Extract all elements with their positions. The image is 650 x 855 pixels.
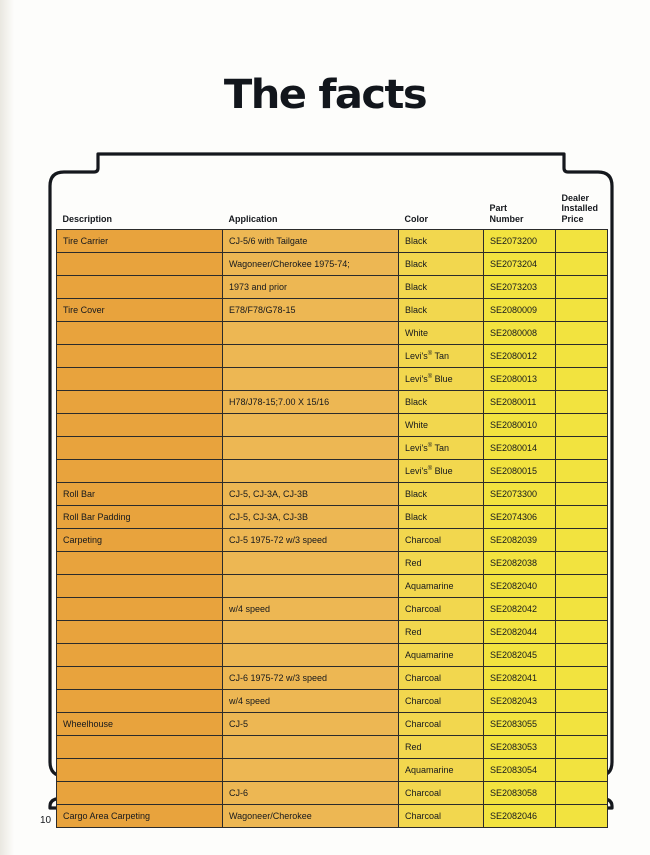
- cell-description: [57, 621, 223, 644]
- cell-description: [57, 690, 223, 713]
- cell-part-number: SE2083058: [484, 782, 556, 805]
- table-row: [57, 368, 608, 391]
- cell-color: Aquamarine: [399, 575, 484, 598]
- cell-application: 1973 and prior: [223, 276, 399, 299]
- cell-dealer-price: [556, 437, 608, 460]
- cell-part-number: SE2083053: [484, 736, 556, 759]
- cell-application: E78/F78/G78-15: [223, 299, 399, 322]
- cell-part-number: SE2073204: [484, 253, 556, 276]
- table-row: [57, 805, 608, 828]
- cell-color: Black: [399, 506, 484, 529]
- cell-application: CJ-5/6 with Tailgate: [223, 230, 399, 253]
- cell-dealer-price: [556, 483, 608, 506]
- cell-color: Black: [399, 276, 484, 299]
- cell-description: [57, 437, 223, 460]
- table-row: [57, 575, 608, 598]
- cell-part-number: SE2080010: [484, 414, 556, 437]
- cell-dealer-price: [556, 506, 608, 529]
- header-dealer-line2: Installed: [561, 203, 599, 214]
- header-dealer-line1: Dealer: [561, 192, 590, 203]
- cell-dealer-price: [556, 667, 608, 690]
- cell-dealer-price: [556, 529, 608, 552]
- header-dealer-line3: Price: [561, 213, 584, 224]
- table-row: [57, 437, 608, 460]
- cell-part-number: SE2073300: [484, 483, 556, 506]
- cell-application: CJ-5, CJ-3A, CJ-3B: [223, 506, 399, 529]
- cell-part-number: SE2080013: [484, 368, 556, 391]
- cell-description: [57, 460, 223, 483]
- cell-color: Charcoal: [399, 805, 484, 828]
- page-number: 10: [40, 815, 52, 826]
- cell-dealer-price: [556, 736, 608, 759]
- table-row: [57, 621, 608, 644]
- cell-dealer-price: [556, 552, 608, 575]
- cell-description: [57, 575, 223, 598]
- cell-dealer-price: [556, 644, 608, 667]
- cell-color: Levi's® Blue: [399, 368, 484, 391]
- cell-description: [57, 782, 223, 805]
- cell-dealer-price: [556, 713, 608, 736]
- cell-part-number: SE2082040: [484, 575, 556, 598]
- cell-application: [223, 644, 399, 667]
- header-part-number: [484, 180, 556, 230]
- facts-table-container: [56, 180, 607, 828]
- table-row: [57, 322, 608, 345]
- cell-color: Black: [399, 230, 484, 253]
- cell-application: [223, 575, 399, 598]
- cell-application: [223, 437, 399, 460]
- cell-dealer-price: [556, 299, 608, 322]
- cell-description: [57, 736, 223, 759]
- cell-color: White: [399, 322, 484, 345]
- table-row: [57, 736, 608, 759]
- cell-color: Levi's® Blue: [399, 460, 484, 483]
- table-row: [57, 552, 608, 575]
- header-color: Color: [404, 213, 428, 224]
- cell-application: w/4 speed: [223, 690, 399, 713]
- cell-application: w/4 speed: [223, 598, 399, 621]
- cell-part-number: SE2083055: [484, 713, 556, 736]
- cell-description: Cargo Area Carpeting: [57, 805, 223, 828]
- cell-application: CJ-5, CJ-3A, CJ-3B: [223, 483, 399, 506]
- cell-part-number: SE2080009: [484, 299, 556, 322]
- cell-dealer-price: [556, 414, 608, 437]
- cell-description: Roll Bar: [57, 483, 223, 506]
- cell-application: [223, 759, 399, 782]
- cell-dealer-price: [556, 230, 608, 253]
- cell-dealer-price: [556, 598, 608, 621]
- table-row: [57, 782, 608, 805]
- cell-description: [57, 276, 223, 299]
- cell-part-number: SE2073203: [484, 276, 556, 299]
- cell-application: [223, 460, 399, 483]
- table-head: [57, 180, 608, 230]
- table-frame: [46, 150, 616, 821]
- table-row: [57, 253, 608, 276]
- cell-description: Tire Cover: [57, 299, 223, 322]
- cell-part-number: SE2080008: [484, 322, 556, 345]
- cell-part-number: SE2082045: [484, 644, 556, 667]
- table-row: [57, 391, 608, 414]
- cell-color: Aquamarine: [399, 759, 484, 782]
- table-row: [57, 529, 608, 552]
- cell-color: Levi's® Tan: [399, 345, 484, 368]
- table-row: [57, 759, 608, 782]
- cell-color: Black: [399, 299, 484, 322]
- table-row: [57, 506, 608, 529]
- cell-color: Black: [399, 253, 484, 276]
- cell-part-number: SE2082046: [484, 805, 556, 828]
- cell-description: [57, 391, 223, 414]
- cell-application: Wagoneer/Cherokee 1975-74;: [223, 253, 399, 276]
- cell-color: Charcoal: [399, 782, 484, 805]
- cell-description: [57, 368, 223, 391]
- cell-color: Black: [399, 391, 484, 414]
- cell-description: [57, 552, 223, 575]
- cell-application: CJ-5: [223, 713, 399, 736]
- cell-application: CJ-6: [223, 782, 399, 805]
- cell-part-number: SE2082042: [484, 598, 556, 621]
- table-row: [57, 598, 608, 621]
- cell-dealer-price: [556, 345, 608, 368]
- table-row: [57, 276, 608, 299]
- cell-dealer-price: [556, 782, 608, 805]
- cell-dealer-price: [556, 391, 608, 414]
- cell-part-number: SE2082039: [484, 529, 556, 552]
- cell-color: Charcoal: [399, 529, 484, 552]
- cell-dealer-price: [556, 253, 608, 276]
- cell-description: [57, 414, 223, 437]
- cell-application: CJ-6 1975-72 w/3 speed: [223, 667, 399, 690]
- cell-color: Red: [399, 621, 484, 644]
- cell-color: White: [399, 414, 484, 437]
- cell-color: Aquamarine: [399, 644, 484, 667]
- cell-dealer-price: [556, 276, 608, 299]
- cell-part-number: SE2080015: [484, 460, 556, 483]
- cell-part-number: SE2082043: [484, 690, 556, 713]
- table-header-row: [57, 180, 608, 230]
- cell-application: [223, 736, 399, 759]
- cell-color: Charcoal: [399, 690, 484, 713]
- cell-part-number: SE2074306: [484, 506, 556, 529]
- cell-description: Roll Bar Padding: [57, 506, 223, 529]
- table-row: [57, 299, 608, 322]
- cell-application: Wagoneer/Cherokee: [223, 805, 399, 828]
- cell-color: Black: [399, 483, 484, 506]
- cell-description: Wheelhouse: [57, 713, 223, 736]
- table-row: [57, 667, 608, 690]
- table-body: [57, 230, 608, 828]
- cell-dealer-price: [556, 805, 608, 828]
- cell-description: Carpeting: [57, 529, 223, 552]
- header-dealer-installed-price: [556, 180, 608, 230]
- cell-dealer-price: [556, 460, 608, 483]
- table-row: [57, 713, 608, 736]
- cell-color: Charcoal: [399, 667, 484, 690]
- cell-part-number: SE2082041: [484, 667, 556, 690]
- cell-description: [57, 598, 223, 621]
- header-part-number-line2: Number: [489, 213, 524, 224]
- cell-part-number: SE2083054: [484, 759, 556, 782]
- table-row: [57, 345, 608, 368]
- page-title: The facts: [223, 72, 427, 118]
- cell-part-number: SE2082044: [484, 621, 556, 644]
- cell-color: Charcoal: [399, 598, 484, 621]
- cell-description: [57, 759, 223, 782]
- table-row: [57, 414, 608, 437]
- header-part-number-line1: Part: [489, 203, 508, 214]
- cell-part-number: SE2080012: [484, 345, 556, 368]
- cell-dealer-price: [556, 690, 608, 713]
- cell-application: [223, 368, 399, 391]
- cell-dealer-price: [556, 368, 608, 391]
- cell-part-number: SE2080011: [484, 391, 556, 414]
- table-row: [57, 230, 608, 253]
- cell-dealer-price: [556, 322, 608, 345]
- cell-color: Charcoal: [399, 713, 484, 736]
- cell-description: [57, 644, 223, 667]
- cell-description: [57, 345, 223, 368]
- cell-description: [57, 667, 223, 690]
- table-row: [57, 460, 608, 483]
- cell-dealer-price: [556, 621, 608, 644]
- cell-description: Tire Carrier: [57, 230, 223, 253]
- cell-color: Red: [399, 552, 484, 575]
- cell-application: [223, 552, 399, 575]
- cell-application: [223, 345, 399, 368]
- cell-application: [223, 414, 399, 437]
- cell-application: [223, 322, 399, 345]
- cell-description: [57, 322, 223, 345]
- cell-color: Red: [399, 736, 484, 759]
- facts-table: [56, 180, 608, 828]
- table-row: [57, 690, 608, 713]
- cell-part-number: SE2073200: [484, 230, 556, 253]
- cell-application: H78/J78-15;7.00 X 15/16: [223, 391, 399, 414]
- cell-part-number: SE2080014: [484, 437, 556, 460]
- cell-description: [57, 253, 223, 276]
- cell-dealer-price: [556, 759, 608, 782]
- table-row: [57, 483, 608, 506]
- table-row: [57, 644, 608, 667]
- cell-color: Levi's® Tan: [399, 437, 484, 460]
- header-application: Application: [228, 213, 278, 224]
- header-description: Description: [62, 213, 113, 224]
- cell-dealer-price: [556, 575, 608, 598]
- cell-part-number: SE2082038: [484, 552, 556, 575]
- cell-application: [223, 621, 399, 644]
- cell-application: CJ-5 1975-72 w/3 speed: [223, 529, 399, 552]
